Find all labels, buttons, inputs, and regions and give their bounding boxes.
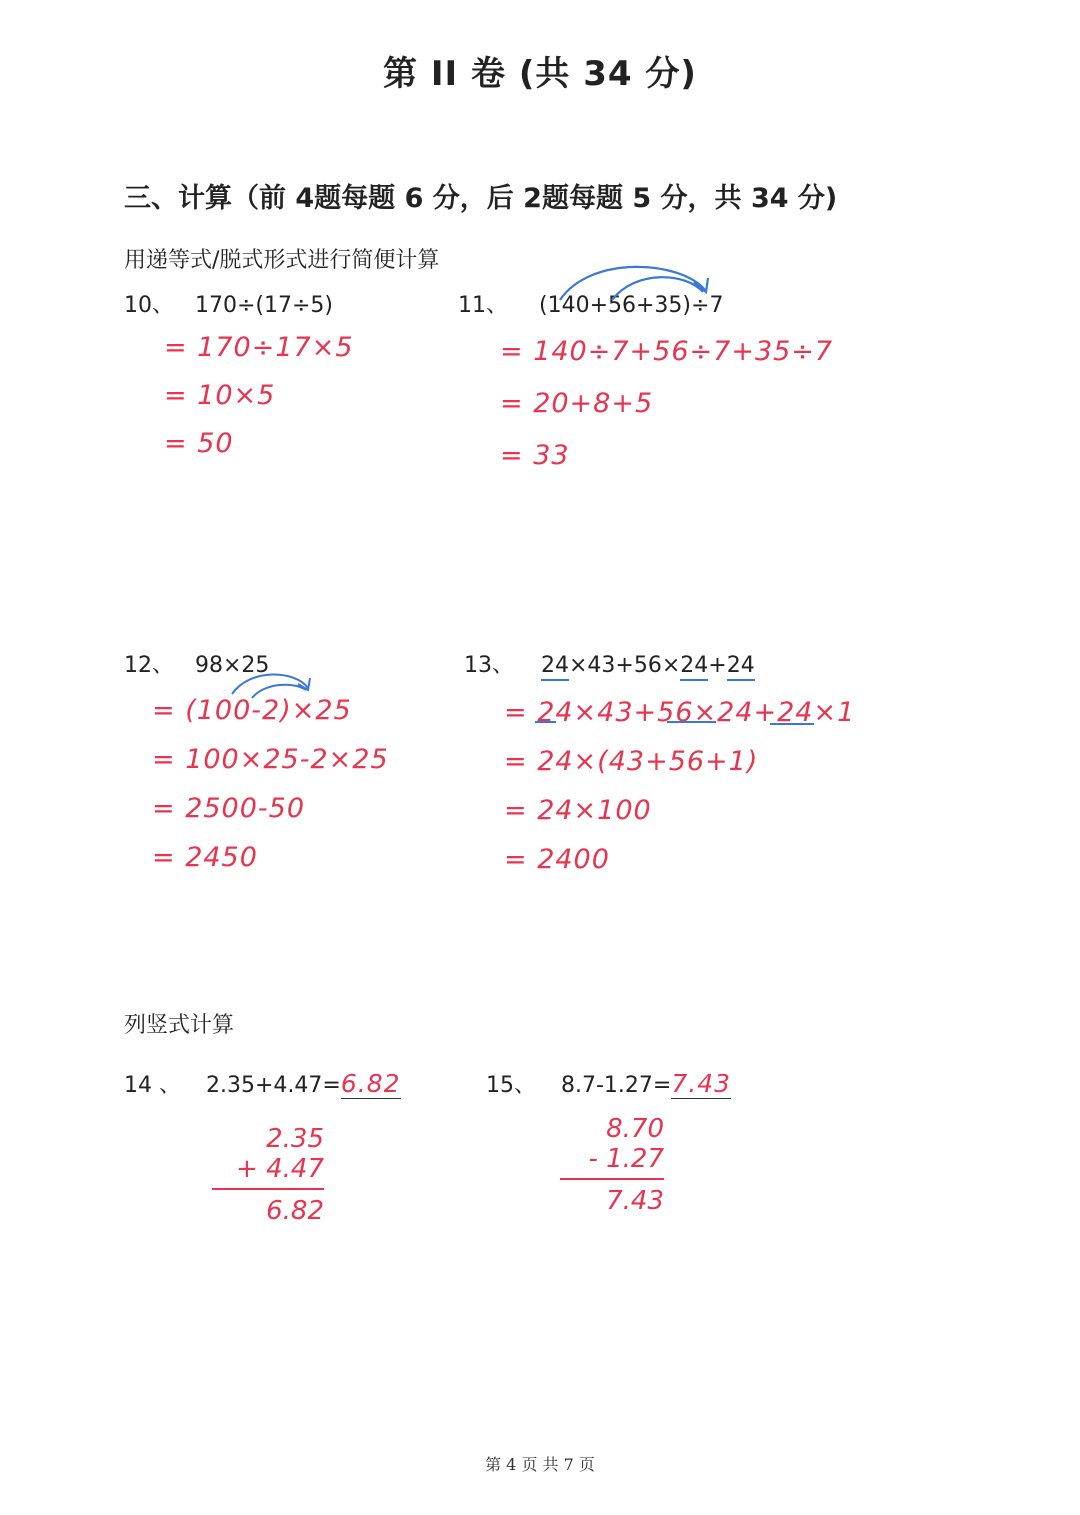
vertical-result: 6.82 <box>266 1196 324 1226</box>
answer-blank: 7.43 <box>671 1069 732 1098</box>
vertical-top: 8.70 <box>606 1114 664 1144</box>
solution-step: = 24×43+56×24+24×1 <box>504 697 856 728</box>
page-title: 第 II 卷 (共 34 分) <box>383 54 697 94</box>
arrow-12a <box>232 674 308 694</box>
problem-expression: 170÷(17÷5) <box>195 293 334 318</box>
problem-expression: 8.7-1.27= <box>561 1073 672 1098</box>
expression-part: + <box>708 653 727 678</box>
solution-step: = 24×100 <box>504 795 652 826</box>
problem-14 <box>124 1068 401 1099</box>
solution-step: = 2500-50 <box>152 793 306 824</box>
vertical-rule <box>212 1188 324 1190</box>
solution-step: = 2450 <box>152 842 258 873</box>
problem-number: 12、 <box>124 653 174 678</box>
solution-step: = 10×5 <box>164 380 276 411</box>
problem-number: 10、 <box>124 293 174 318</box>
expression-part: ×43+56× <box>569 653 681 678</box>
arrow-12b <box>252 685 306 698</box>
vertical-result: 7.43 <box>606 1186 664 1216</box>
subheading-simplify: 用递等式/脱式形式进行简便计算 <box>124 248 440 273</box>
page-footer: 第 4 页 共 7 页 <box>485 1455 595 1474</box>
vertical-bottom: + 4.47 <box>236 1154 324 1184</box>
subheading-vertical: 列竖式计算 <box>124 1013 235 1038</box>
problem-expression: (140+56+35)÷7 <box>539 293 724 318</box>
underlined-factor: 24 <box>541 653 569 681</box>
problem-expression: 2.35+4.47= <box>206 1073 341 1098</box>
arrow-11b <box>612 277 703 300</box>
problem-15 <box>486 1068 731 1099</box>
underlined-factor: 24 <box>727 653 755 681</box>
problem-expression: 98×25 <box>195 653 270 678</box>
vertical-bottom: - 1.27 <box>588 1144 664 1174</box>
solution-step: = 24×(43+56+1) <box>504 746 759 777</box>
solution-step: = 33 <box>500 440 570 471</box>
vertical-calc-14 <box>212 1124 324 1226</box>
problem-number: 13、 <box>464 653 514 678</box>
solution-step: = 140÷7+56÷7+35÷7 <box>500 336 834 367</box>
vertical-calc-15 <box>560 1114 664 1216</box>
solution-step: = 20+8+5 <box>500 388 654 419</box>
problem-number: 11、 <box>458 293 508 318</box>
solution-step: = 100×25-2×25 <box>152 744 389 775</box>
solution-step: = 50 <box>164 428 234 459</box>
solution-step: = (100-2)×25 <box>152 695 352 726</box>
solution-step: = 2400 <box>504 844 610 875</box>
section-heading: 三、计算（前 4题每题 6 分，后 2题每题 5 分，共 34 分) <box>124 183 838 214</box>
problem-number: 15、 <box>486 1073 536 1098</box>
solution-step: = 170÷17×5 <box>164 332 354 363</box>
underlined-factor: 24 <box>680 653 708 681</box>
vertical-top: 2.35 <box>266 1124 324 1154</box>
answer-blank: 6.82 <box>340 1069 401 1098</box>
vertical-rule <box>560 1178 664 1180</box>
problem-number: 14 、 <box>124 1073 181 1098</box>
